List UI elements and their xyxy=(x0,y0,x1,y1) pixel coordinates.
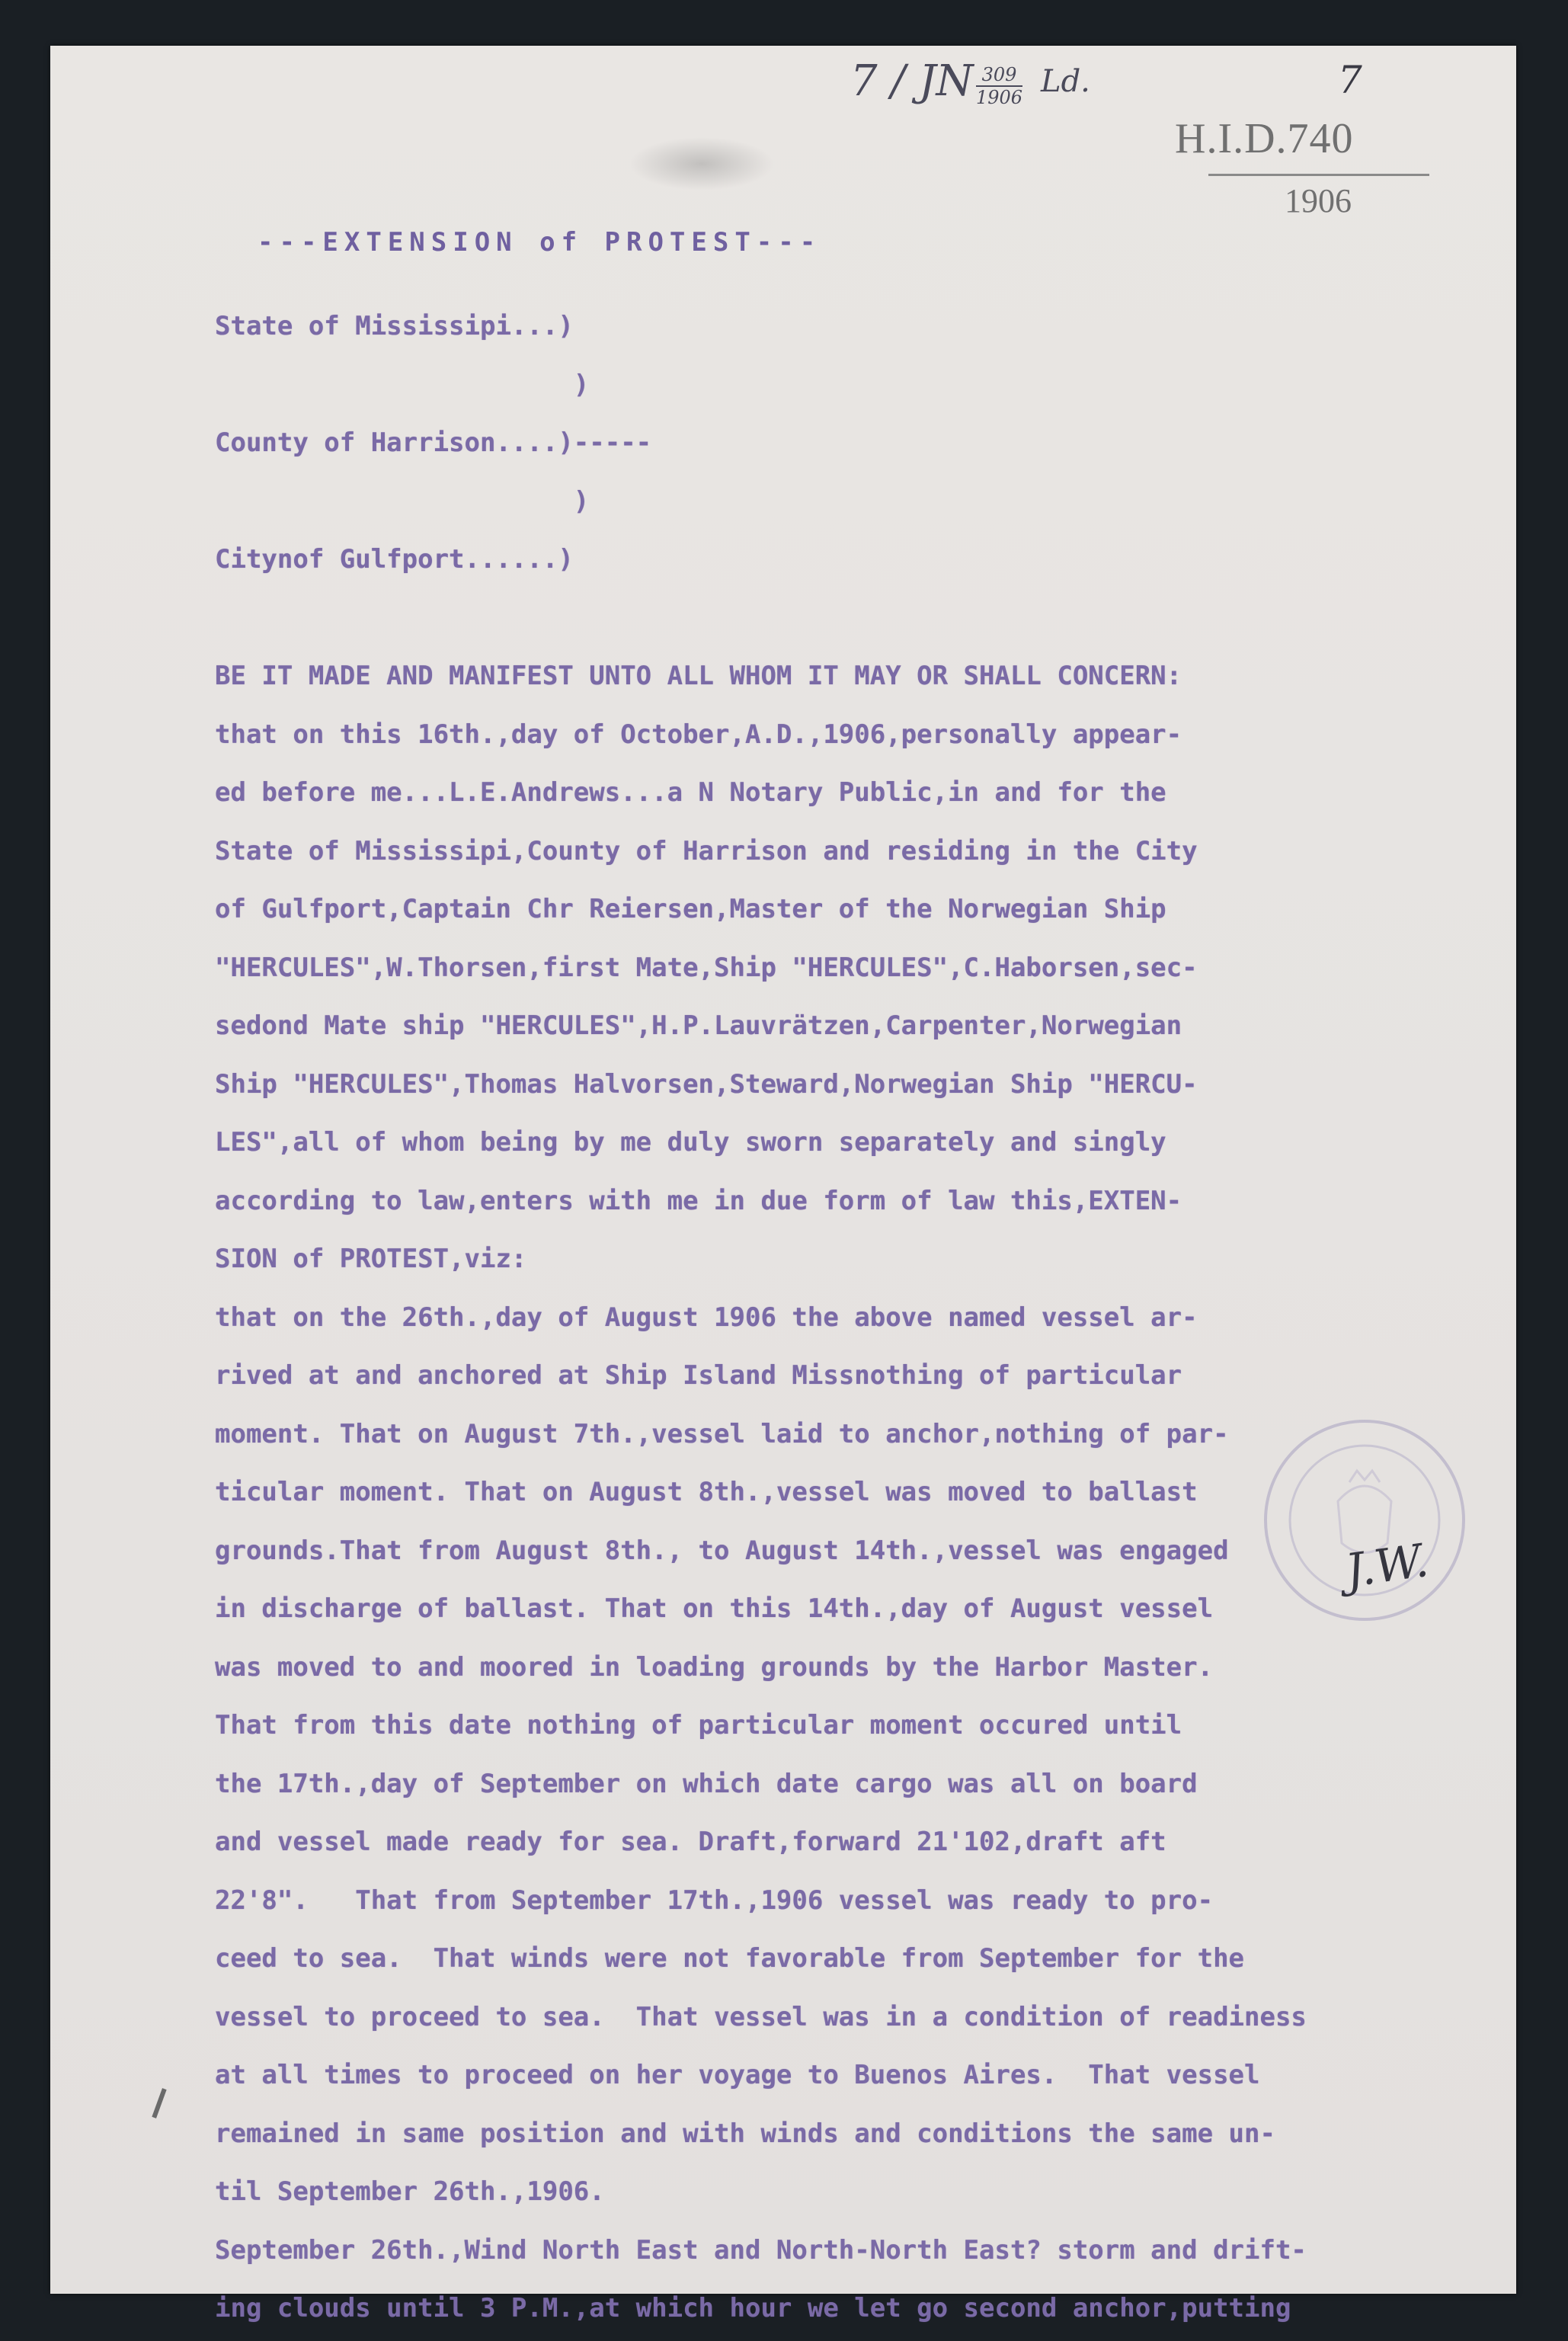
typed-line: in discharge of ballast. That on this 14th.,day of August vessel xyxy=(215,1593,1214,1624)
typed-line: ticular moment. That on August 8th.,vessel was moved to ballast xyxy=(215,1477,1198,1507)
typed-line: County of Harrison....)----- xyxy=(215,428,652,458)
typed-line: remained in same position and with winds and conditions the same un- xyxy=(215,2118,1275,2149)
typed-line: of Gulfport,Captain Chr Reiersen,Master of the Norwegian Ship xyxy=(215,894,1166,924)
archive-stamp-year: 1906 xyxy=(1285,182,1352,219)
typed-line: 22'8". That from September 17th.,1906 vessel was ready to pro- xyxy=(215,1885,1214,1916)
typed-line: Ship "HERCULES",Thomas Halvorsen,Steward,Norwegian Ship "HERCU- xyxy=(215,1068,1198,1100)
typed-line: that on the 26th.,day of August 1906 the above named vessel ar- xyxy=(215,1302,1198,1333)
archive-stamp-code: H.I.D.740 xyxy=(1175,115,1354,162)
document-heading: ---EXTENSION of PROTEST--- xyxy=(258,227,822,258)
typed-line: at all times to proceed on her voyage to Buenos Aires. That vessel xyxy=(215,2060,1260,2090)
fraction-numerator: 309 xyxy=(976,64,1022,87)
fraction-denominator: 1906 xyxy=(976,87,1023,108)
typed-line: State of Mississipi...) xyxy=(215,311,574,341)
typed-line: SION of PROTEST,viz: xyxy=(215,1244,527,1274)
document-page xyxy=(50,46,1516,2323)
typed-line: That from this date nothing of particular moment occured until xyxy=(215,1710,1182,1741)
handwritten-page-number: 7 xyxy=(1338,58,1362,102)
typed-line: ceed to sea. That winds were not favorable from September for the xyxy=(215,1943,1245,1974)
handwritten-initials: J.W. xyxy=(1342,1533,1432,1599)
typed-line: the 17th.,day of September on which date cargo was all on board xyxy=(215,1768,1198,1799)
handwritten-reference: 7 / JN xyxy=(850,56,974,106)
typed-line: that on this 16th.,day of October,A.D.,1906,personally appear- xyxy=(215,719,1182,750)
typed-line: State of Mississipi,County of Harrison and residing in the City xyxy=(215,835,1198,866)
consulate-seal-icon xyxy=(1254,1410,1475,1631)
typed-line: according to law,enters with me in due form of law this,EXTEN- xyxy=(215,1185,1182,1216)
handwritten-suffix: Ld. xyxy=(1041,64,1090,99)
typed-line: and vessel made ready for sea. Draft,forward 21'102,draft aft xyxy=(215,1827,1166,1857)
typed-line: ) xyxy=(215,485,590,517)
typed-line: Citynof Gulfport......) xyxy=(215,544,574,575)
typed-line: ) xyxy=(215,369,590,400)
typed-line: sedond Mate ship "HERCULES",H.P.Lauvrätzen,Carpenter,Norwegian xyxy=(215,1010,1182,1041)
margin-mark xyxy=(152,2088,166,2118)
typed-line: September 26th.,Wind North East and North-North East? storm and drift- xyxy=(215,2234,1307,2266)
typed-line: ing clouds until 3 P.M.,at which hour we let go second anchor,putting xyxy=(215,2293,1291,2323)
typed-line: til September 26th.,1906. xyxy=(215,2176,605,2207)
paper-smudge xyxy=(629,137,774,191)
typed-line: grounds.That from August 8th., to August 14th.,vessel was engaged xyxy=(215,1535,1229,1566)
handwritten-fraction xyxy=(976,64,1022,108)
typed-line: ed before me...L.E.Andrews...a N Notary Public,in and for the xyxy=(215,777,1166,808)
typed-line: was moved to and moored in loading grounds by the Harbor Master. xyxy=(215,1651,1214,1683)
typed-line: "HERCULES",W.Thorsen,first Mate,Ship "HERCULES",C.Haborsen,sec- xyxy=(215,952,1198,983)
archive-stamp-divider xyxy=(1208,174,1429,176)
typed-line: moment. That on August 7th.,vessel laid to anchor,nothing of par- xyxy=(215,1418,1229,1449)
typed-line: vessel to proceed to sea. That vessel was in a condition of readiness xyxy=(215,2001,1307,2032)
typed-line: BE IT MADE AND MANIFEST UNTO ALL WHOM IT MAY OR SHALL CONCERN: xyxy=(215,661,1182,691)
typed-line: rived at and anchored at Ship Island Missnothing of particular xyxy=(215,1360,1182,1391)
typed-line: LES",all of whom being by me duly sworn separately and singly xyxy=(215,1127,1166,1158)
typed-body xyxy=(215,297,1464,2338)
typed-line xyxy=(215,589,1464,648)
